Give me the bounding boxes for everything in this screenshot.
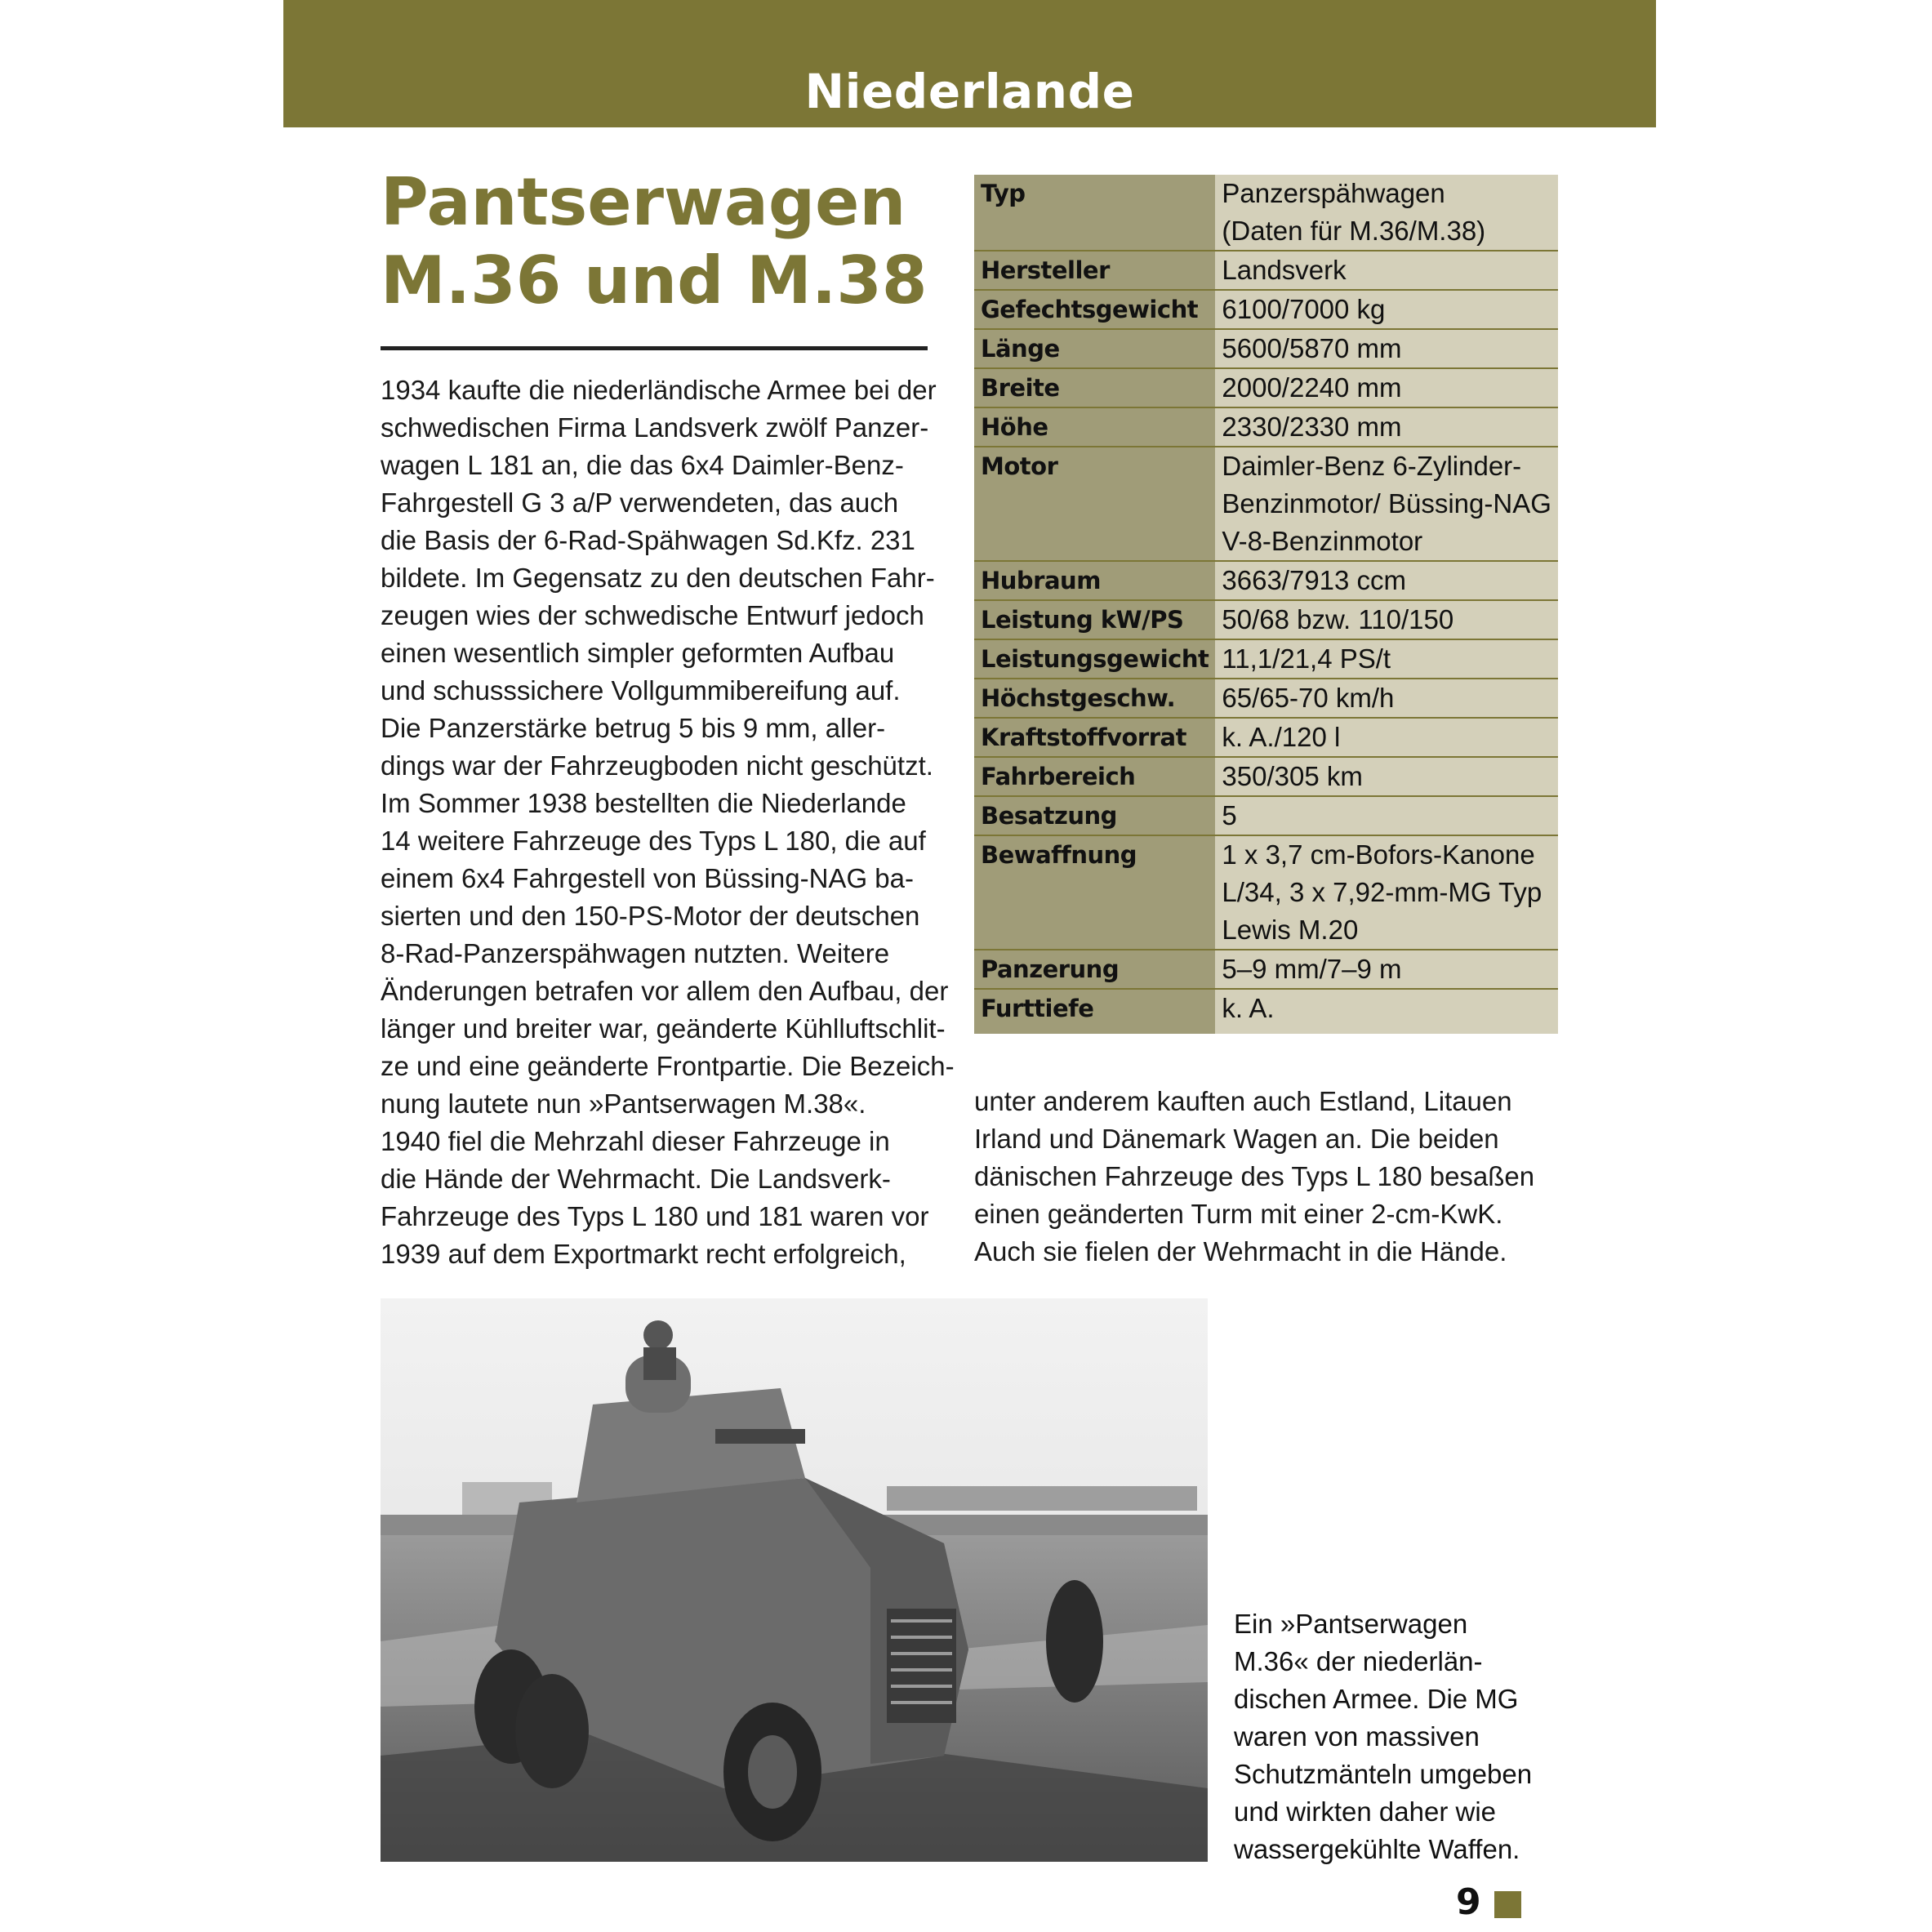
spec-value-line: 50/68 bzw. 110/150 [1222,604,1454,634]
caption-line: Ein »Pantserwagen [1234,1609,1468,1639]
spec-value-line: 3663/7913 ccm [1222,565,1407,595]
spec-row [974,561,1558,600]
body-line: die Hände der Wehrmacht. Die Landsverk- [381,1164,891,1194]
body-line: Im Sommer 1938 bestellten die Niederlande [381,788,906,818]
spec-key: Höchstgeschw. [974,679,1215,718]
spec-key: Bewaffnung [974,835,1215,950]
page-marker [1494,1891,1521,1918]
spec-row [974,251,1558,290]
body-line: Fahrzeuge des Typs L 180 und 181 waren vor [381,1201,929,1231]
body-column-left [381,372,955,1273]
spec-row [974,679,1558,718]
spec-value-line: k. A./120 l [1222,722,1341,752]
body-line: Fahrgestell G 3 a/P verwendeten, das auch [381,487,899,518]
body-line: und schusssichere Vollgummibereifung auf. [381,675,901,706]
spec-value [1215,561,1558,600]
spec-row [974,329,1558,368]
caption-line: Schutzmänteln umgeben [1234,1759,1533,1789]
spec-value-line: 5–9 mm/7–9 m [1222,954,1402,984]
spec-value [1215,290,1558,329]
spec-key: Leistung kW/PS [974,600,1215,639]
spec-row [974,639,1558,679]
spec-value [1215,407,1558,447]
title-line: Pantserwagen [381,164,906,240]
spec-key: Leistungsgewicht [974,639,1215,679]
body-line: 8-Rad-Panzerspähwagen nutzten. Weitere [381,938,890,968]
spec-value-line: 2000/2240 mm [1222,372,1402,403]
spec-row [974,447,1558,561]
caption-line: waren von massiven [1234,1721,1480,1752]
spec-key: Panzerung [974,950,1215,989]
spec-key: Furttiefe [974,989,1215,1034]
body-line: wagen L 181 an, die das 6x4 Daimler-Benz- [381,450,904,480]
spec-value-line: 5 [1222,800,1237,830]
body-line: schwedischen Firma Landsverk zwölf Panzer- [381,412,929,443]
body-line: einen geänderten Turm mit einer 2-cm-KwK. [974,1199,1503,1229]
spec-key: Fahrbereich [974,757,1215,796]
spec-value-line: 350/305 km [1222,761,1363,791]
body-line: einem 6x4 Fahrgestell von Büssing-NAG ba- [381,863,914,893]
body-column-right [974,1083,1535,1271]
spec-value [1215,718,1558,757]
spec-row [974,989,1558,1034]
caption-line: und wirkten daher wie [1234,1796,1497,1827]
spec-row [974,757,1558,796]
spec-key: Kraftstoffvorrat [974,718,1215,757]
spec-key: Motor [974,447,1215,561]
spec-value [1215,175,1558,251]
body-line: dänischen Fahrzeuge des Typs L 180 besaßen [974,1161,1535,1191]
page-number: 9 [1456,1881,1481,1923]
spec-value [1215,757,1558,796]
spec-table [974,175,1558,1034]
spec-value [1215,950,1558,989]
spec-value-line: Panzerspähwagen [1222,178,1445,208]
spec-row [974,175,1558,251]
spec-key: Länge [974,329,1215,368]
body-line: einen wesentlich simpler geformten Aufbau [381,638,895,668]
body-line: dings war der Fahrzeugboden nicht geschützt. [381,750,933,781]
spec-value [1215,679,1558,718]
spec-value-line: Daimler-Benz 6-Zylinder- [1222,451,1522,481]
spec-value-line: 2330/2330 mm [1222,412,1402,442]
spec-value-line: Lewis M.20 [1222,915,1359,945]
body-line: Änderungen betrafen vor allem den Aufbau, der [381,976,949,1006]
body-line: Auch sie fielen der Wehrmacht in die Hände. [974,1236,1507,1266]
spec-row [974,368,1558,407]
spec-key: Hersteller [974,251,1215,290]
spec-key: Besatzung [974,796,1215,835]
spec-value-line: V-8-Benzinmotor [1222,526,1423,556]
spec-row [974,835,1558,950]
photo-caption [1234,1605,1533,1868]
spec-key: Gefechtsgewicht [974,290,1215,329]
spec-row [974,796,1558,835]
body-line: 1940 fiel die Mehrzahl dieser Fahrzeuge in [381,1126,890,1156]
body-line: länger und breiter war, geänderte Kühlluftschlit- [381,1013,946,1044]
section-title: Niederlande [804,64,1135,119]
spec-value-line: 65/65-70 km/h [1222,683,1395,713]
article-title [381,163,936,320]
body-line: Irland und Dänemark Wagen an. Die beiden [974,1124,1499,1154]
spec-row [974,600,1558,639]
section-banner [283,0,1656,127]
body-line: 1939 auf dem Exportmarkt recht erfolgreich, [381,1239,906,1269]
body-line: die Basis der 6-Rad-Spähwagen Sd.Kfz. 231 [381,525,915,555]
spec-value-line: 1 x 3,7 cm-Bofors-Kanone [1222,839,1535,870]
body-line: unter anderem kauften auch Estland, Litauen [974,1086,1512,1116]
spec-key: Typ [974,175,1215,251]
spec-value-line: L/34, 3 x 7,92-mm-MG Typ [1222,877,1542,907]
spec-value [1215,639,1558,679]
caption-line: wassergekühlte Waffen. [1234,1834,1520,1864]
spec-value [1215,329,1558,368]
spec-key: Höhe [974,407,1215,447]
body-line: bildete. Im Gegensatz zu den deutschen Fahr- [381,563,935,593]
body-line: 14 weitere Fahrzeuge des Typs L 180, die auf [381,826,926,856]
caption-line: M.36« der niederlän- [1234,1646,1483,1676]
armored-car-illustration [381,1298,1208,1862]
body-line: sierten und den 150-PS-Motor der deutschen [381,901,920,931]
spec-row [974,718,1558,757]
body-line: 1934 kaufte die niederländische Armee bei der [381,375,937,405]
title-divider [381,346,928,350]
spec-row [974,290,1558,329]
spec-value-line: (Daten für M.36/M.38) [1222,216,1486,246]
spec-key: Breite [974,368,1215,407]
spec-row [974,950,1558,989]
body-line: Die Panzerstärke betrug 5 bis 9 mm, aller- [381,713,886,743]
spec-row [974,407,1558,447]
caption-line: dischen Armee. Die MG [1234,1684,1519,1714]
spec-value [1215,251,1558,290]
spec-value [1215,989,1558,1034]
spec-value-line: Benzinmotor/ Büssing-NAG [1222,488,1551,519]
spec-value [1215,447,1558,561]
armored-car-photo [381,1298,1208,1862]
spec-key: Hubraum [974,561,1215,600]
body-line: nung lautete nun »Pantserwagen M.38«. [381,1088,866,1119]
spec-value [1215,835,1558,950]
body-line: zeugen wies der schwedische Entwurf jedoch [381,600,924,630]
spec-value-line: 5600/5870 mm [1222,333,1402,363]
spec-value-line: k. A. [1222,993,1275,1023]
spec-value-line: 11,1/21,4 PS/t [1222,643,1391,674]
spec-value-line: 6100/7000 kg [1222,294,1386,324]
spec-value [1215,600,1558,639]
title-line: M.36 und M.38 [381,243,928,318]
spec-value [1215,368,1558,407]
body-line: ze und eine geänderte Frontpartie. Die Bezeich- [381,1051,955,1081]
spec-value [1215,796,1558,835]
spec-value-line: Landsverk [1222,255,1347,285]
